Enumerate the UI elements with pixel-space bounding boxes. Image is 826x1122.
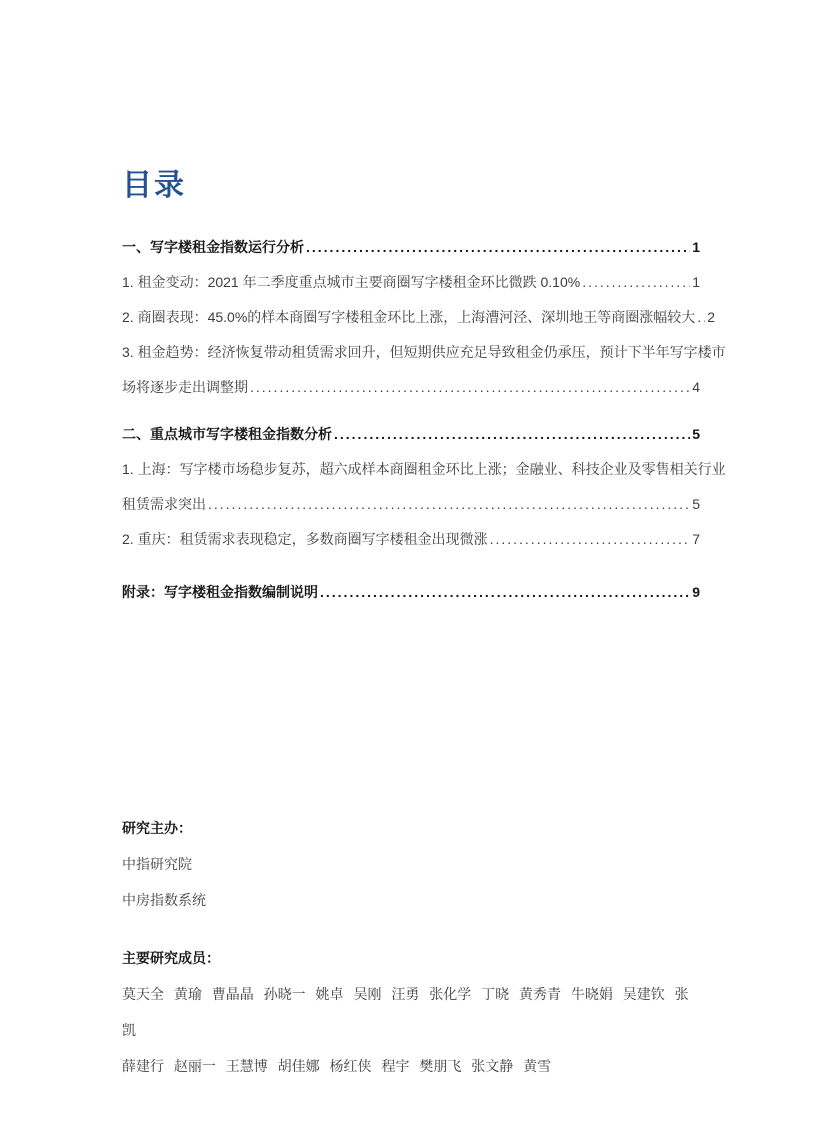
toc-page-number: 1 [692,239,700,255]
toc-dot-leader [306,230,690,265]
table-of-contents [122,230,726,610]
organizer-name: 中指研究院 [122,856,192,872]
toc-page-number: 7 [692,531,700,547]
toc-entry-text: 附录：写字楼租金指数编制说明 [122,584,318,600]
members-names-line2: 薛建行 赵丽一 王慧博 胡佳娜 杨红侠 程宇 樊朋飞 张文静 黄雪 [122,1058,552,1074]
toc-entry-shanghai[interactable] [122,452,726,522]
toc-dot-leader [208,487,690,522]
toc-entry-appendix[interactable] [122,575,700,610]
organizer-label: 研究主办： [122,820,192,836]
toc-entry-section-2[interactable] [122,417,700,452]
toc-entry-text-line2: 租赁需求突出 [122,496,206,512]
toc-dot-leader [490,522,691,557]
toc-entry-text: 2. 商圈表现：45.0%的样本商圈写字楼租金环比上涨，上海漕河泾、深圳地王等商圈涨幅较大 [122,309,696,325]
toc-page-number: 5 [692,496,700,512]
toc-entry-text: 1. 租金变动：2021 年二季度重点城市主要商圈写字楼租金环比微跌 0.10% [122,274,581,290]
toc-page-number: 9 [692,584,700,600]
toc-page-number: 4 [692,379,700,395]
toc-page-number: 1 [692,274,700,290]
toc-entry-rent-trend[interactable] [122,335,726,405]
toc-dot-leader [582,265,690,300]
toc-entry-text: 2. 重庆：租赁需求表现稳定，多数商圈写字楼租金出现微涨 [122,531,488,547]
toc-page-content [122,0,726,1084]
members-names-line1: 莫天全 黄瑜 曹晶晶 孙晓一 姚卓 吴刚 汪勇 张化学 丁晓 黄秀青 牛晓娟 吴建钦 张凯 [122,986,689,1038]
toc-dot-leader [250,370,690,405]
toc-dot-leader [334,417,690,452]
toc-entry-rent-change[interactable] [122,265,700,300]
members-label: 主要研究成员： [122,950,220,966]
toc-dot-leader [697,300,705,335]
organizer-name: 中房指数系统 [122,892,206,908]
toc-entry-text-line2: 场将逐步走出调整期 [122,379,248,395]
toc-entry-section-1[interactable] [122,230,700,265]
toc-page-number: 2 [707,309,716,325]
toc-entry-chongqing[interactable] [122,522,700,557]
toc-entry-district-performance[interactable] [122,300,716,335]
toc-dot-leader [320,575,690,610]
toc-entry-text: 二、重点城市写字楼租金指数分析 [122,426,332,442]
toc-page-number: 5 [692,426,700,442]
toc-title: 目录 [122,169,186,202]
credits-block [122,810,700,1084]
toc-entry-text-line1: 1. 上海：写字楼市场稳步复苏，超六成样本商圈租金环比上涨；金融业、科技企业及零售相关行业 [122,461,726,477]
toc-entry-text-line1: 3. 租金趋势：经济恢复带动租赁需求回升，但短期供应充足导致租金仍承压，预计下半年写字楼市 [122,344,726,360]
toc-entry-text: 一、写字楼租金指数运行分析 [122,239,304,255]
